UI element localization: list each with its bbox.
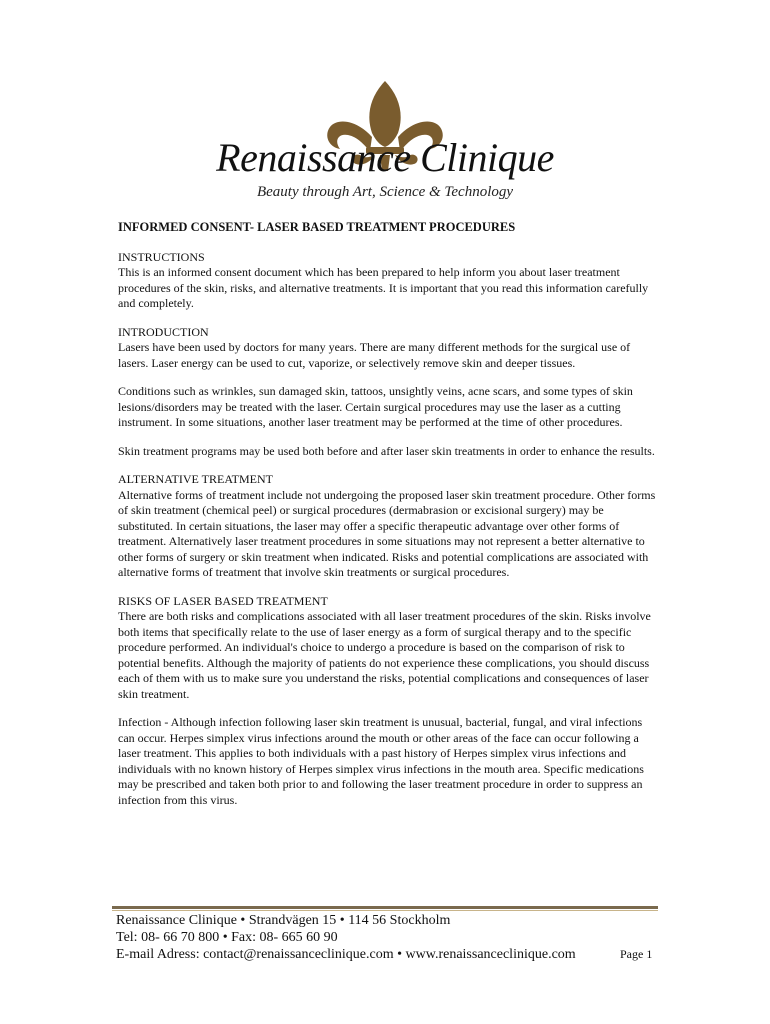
brand-tagline: Beauty through Art, Science & Technology	[256, 184, 514, 200]
footer-address: Renaissance Clinique • Strandvägen 15 • 114 56 Stockholm	[116, 913, 451, 928]
infection-text: Infection - Although infection following laser skin treatment is unusual, bacterial, fungal, and viral infections can occur. Herpes simplex virus infections around the mouth or other areas of the face can occur following a laser treatment. This applies to both individuals with a past history of Herpes simplex virus infections and individuals with no known history of Herpes simplex virus infections in the mouth area. Specific medications may be prescribed and taken both prior to and following the laser treatment procedure in order to suppress an infection from this virus.	[118, 715, 644, 807]
footer-email: E-mail Adress: contact@renaissanceclinique.com • www.renaissanceclinique.com	[116, 947, 576, 962]
introduction-text: Lasers have been used by doctors for many years. There are many different methods for the surgical use of lasers. Laser energy can be used to cut, vaporize, or selectively remove skin and deeper tissues.	[118, 340, 631, 370]
page-number: Page 1	[620, 947, 653, 961]
footer-phone: Tel: 08- 66 70 800 • Fax: 08- 665 60 90	[116, 930, 338, 945]
alternative-text: Alternative forms of treatment include not undergoing the proposed laser skin treatment procedure. Other forms of skin treatment (chemical peel) or surgical procedures (dermabrasion or excisional surgery) may be substituted. In certain situations, the laser may offer a specific therapeutic advantage over other forms of treatment. Alternatively laser treatment procedures in some situations may not represent a better alternative to other forms of surgery or skin treatment when indicated. Risks and potential complications are associated with alternative forms of treatment that involve skin treatments or surgical procedures.	[118, 487, 656, 579]
introduction-section	[118, 325, 658, 460]
footer-divider	[112, 906, 658, 909]
instructions-heading: INSTRUCTIONS	[118, 249, 205, 264]
risks-section	[118, 594, 658, 809]
document-title: INFORMED CONSENT- LASER BASED TREATMENT PROCEDURES	[118, 220, 516, 234]
footer-divider-thin	[112, 910, 658, 911]
brand-name: Renaissance Clinique	[216, 135, 554, 180]
programs-text: Skin treatment programs may be used both before and after laser skin treatments in order to enhance the results.	[118, 443, 655, 458]
footer	[116, 912, 656, 963]
risks-heading: RISKS OF LASER BASED TREATMENT	[118, 593, 328, 608]
alternative-section	[118, 472, 658, 581]
instructions-section	[118, 250, 658, 312]
risks-text: There are both risks and complications associated with all laser treatment procedures of the skin. Risks involve both items that specifically relate to the use of laser energy as a form of surgical therapy and to the specific procedure performed. An individual's choice to undergo a procedure is based on the comparison of risk to potential benefits. Although the majority of patients do not experience these complications, you should discuss each of them with us to make sure you understand the risks, potential complications and consequences of laser skin treatment.	[118, 609, 651, 701]
document-body	[118, 220, 658, 821]
introduction-heading: INTRODUCTION	[118, 324, 209, 339]
alternative-heading: ALTERNATIVE TREATMENT	[118, 472, 273, 486]
conditions-text: Conditions such as wrinkles, sun damaged skin, tattoos, unsightly veins, acne scars, and some types of skin lesions/disorders may be treated with the laser. Certain surgical procedures may use the laser as a cutting instrument. In some situations, another laser treatment may be performed at the time of other procedures.	[118, 384, 633, 429]
instructions-text: This is an informed consent document which has been prepared to help inform you about laser treatment procedures of the skin, risks, and alternative treatments. It is important that you read this information carefully and completely.	[118, 265, 649, 310]
